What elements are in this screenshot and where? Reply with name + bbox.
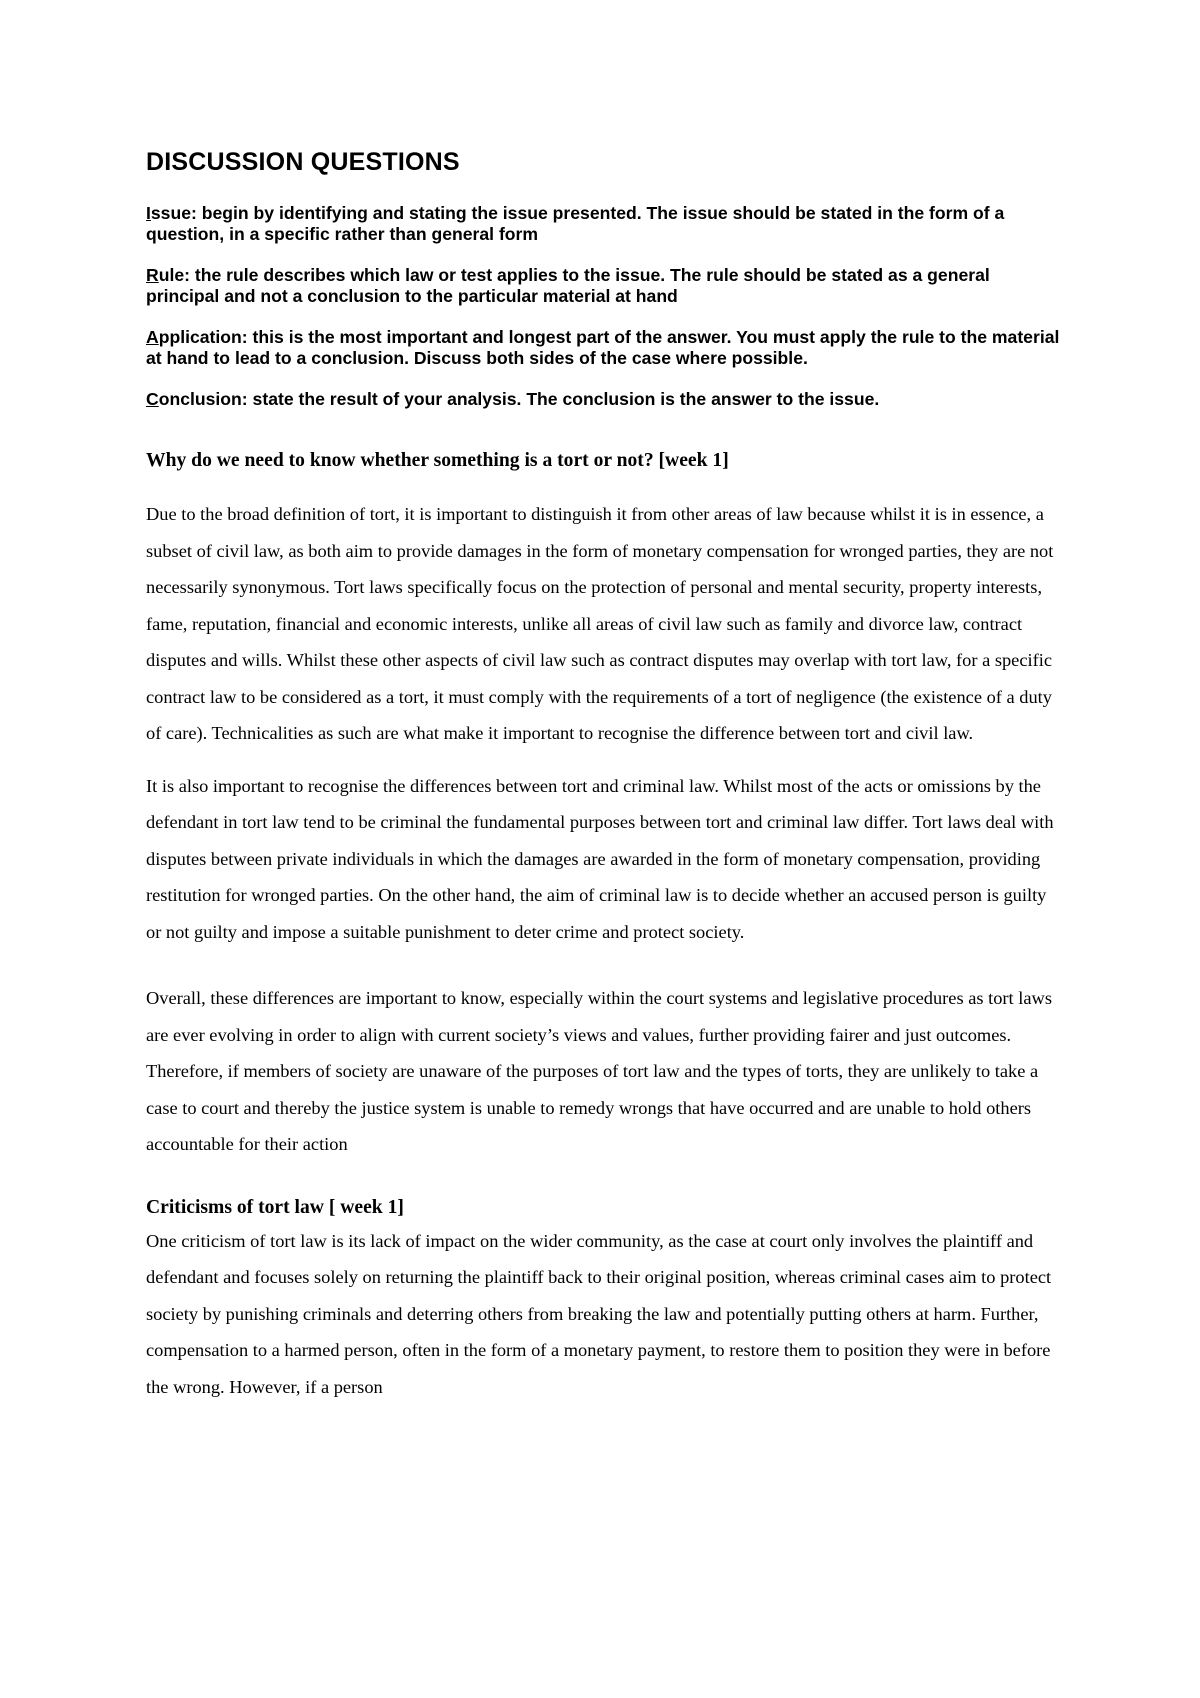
irac-conclusion-initial: C bbox=[146, 389, 159, 409]
question-heading-tort-or-not: Why do we need to know whether something is a tort or not? [week 1] bbox=[146, 450, 729, 471]
question-heading-criticisms: Criticisms of tort law [ week 1] bbox=[146, 1196, 404, 1218]
irac-conclusion bbox=[146, 389, 1066, 410]
irac-issue bbox=[146, 203, 1066, 245]
answer-paragraph-criticisms: One criticism of tort law is its lack of impact on the wider community, as the case at court only involves the plaintiff and defendant and focuses solely on returning the plaintiff back to their original position, whereas criminal cases aim to protect society by punishing criminals and deterring others from breaking the law and potentially putting others at harm. Further, compensation to a harmed person, often in the form of a monetary payment, to restore them to position they were in before the wrong. However, if a person bbox=[146, 1230, 1052, 1397]
answer-paragraph-2: It is also important to recognise the differences between tort and criminal law. Whilst most of the acts or omissions by the defendant in tort law tend to be criminal the fundamental purposes between tort and criminal law differ. Tort laws deal with disputes between private individuals in which the damages are awarded in the form of monetary compensation, providing restitution for wronged parties. On the other hand, the aim of criminal law is to decide whether an accused person is guilty or not guilty and impose a suitable punishment to deter crime and protect society. bbox=[146, 775, 1054, 942]
irac-conclusion-text: onclusion: state the result of your analysis. The conclusion is the answer to the issue. bbox=[158, 389, 880, 409]
answer-paragraph-1: Due to the broad definition of tort, it is important to distinguish it from other areas of law because whilst it is in essence, a subset of civil law, as both aim to provide damages in the form of monetary compensation for wronged parties, they are not necessarily synonymous. Tort laws specifically focus on the protection of personal and mental security, property interests, fame, reputation, financial and economic interests, unlike all areas of civil law such as family and divorce law, contract disputes and wills. Whilst these other aspects of civil law such as contract disputes may overlap with tort law, for a specific contract law to be considered as a tort, it must comply with the requirements of a tort of negligence (the existence of a duty of care). Technicalities as such are what make it important to recognise the difference between tort and civil law. bbox=[146, 504, 1054, 743]
irac-rule-text: ule: the rule describes which law or test applies to the issue. The rule should be stated as a general principal and not a conclusion to the particular material at hand bbox=[146, 265, 990, 306]
answer-paragraph-3: Overall, these differences are important to know, especially within the court systems and legislative procedures as tort laws are ever evolving in order to align with current society’s views and values, further providing fairer and just outcomes. Therefore, if members of society are unaware of the purposes of tort law and the types of torts, they are unlikely to take a case to court and thereby the justice system is unable to remedy wrongs that have occurred and are unable to hold others accountable for their action bbox=[146, 988, 1052, 1154]
page-title: DISCUSSION QUESTIONS bbox=[146, 148, 460, 176]
irac-application-initial: A bbox=[146, 327, 159, 347]
irac-application bbox=[146, 327, 1066, 369]
irac-rule bbox=[146, 265, 1066, 307]
irac-rule-initial: R bbox=[146, 265, 159, 285]
irac-issue-text: ssue: begin by identifying and stating the issue presented. The issue should be stated in the form of a question, in a specific rather than general form bbox=[146, 203, 1005, 244]
document-content bbox=[146, 148, 1066, 1421]
irac-application-text: pplication: this is the most important and longest part of the answer. You must apply the rule to the material at hand to lead to a conclusion. Discuss both sides of the case where possible. bbox=[146, 327, 1060, 368]
irac-issue-initial: I bbox=[146, 203, 151, 223]
